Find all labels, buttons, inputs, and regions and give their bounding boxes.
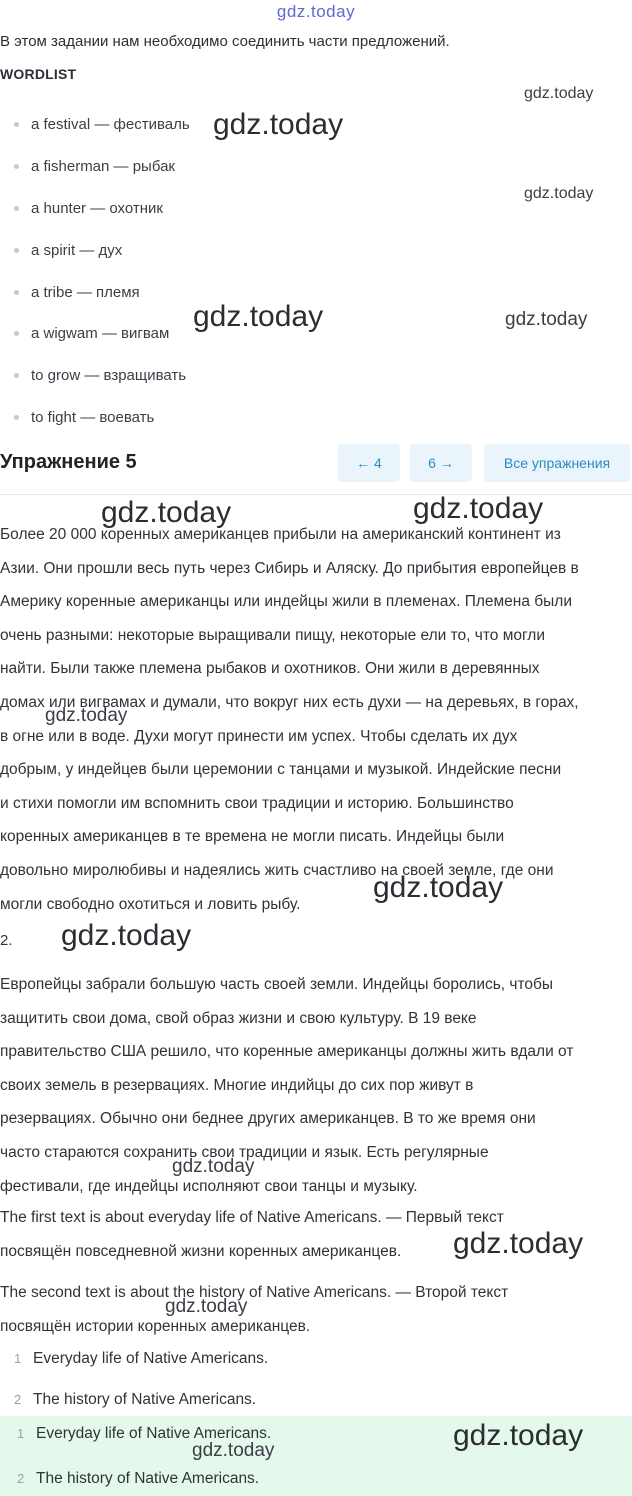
watermark: gdz.today bbox=[172, 1156, 255, 1177]
bullet-icon bbox=[14, 122, 19, 127]
text-line: очень разными: некоторые выращивали пищу, некоторые ели то, что могли bbox=[0, 626, 546, 644]
all-exercises-button[interactable]: Все упражнения bbox=[484, 444, 630, 482]
text-line: The first text is about everyday life of Native Americans. — Первый текст bbox=[0, 1209, 504, 1226]
bullet-icon bbox=[14, 164, 19, 169]
top-watermark-logo: gdz.today bbox=[276, 2, 356, 21]
wordlist-item: to fight — воевать bbox=[14, 409, 154, 426]
exercise-title: Упражнение 5 bbox=[0, 451, 137, 473]
wordlist-item: to grow — взращивать bbox=[14, 367, 186, 384]
text-line: часто стараются сохранить свои традиции и язык. Есть регулярные bbox=[0, 1143, 489, 1161]
prev-exercise-button[interactable]: ← 4 bbox=[338, 444, 400, 482]
watermark: gdz.today bbox=[524, 185, 594, 202]
text-line: защитить свои дома, свой образ жизни и свою культуру. В 19 веке bbox=[0, 1009, 477, 1027]
text-line: резервациях. Обычно они беднее других американцев. В то же время они bbox=[0, 1110, 536, 1128]
wordlist-item: a festival — фестиваль bbox=[14, 116, 190, 133]
bullet-icon bbox=[14, 415, 19, 420]
watermark: gdz.today bbox=[453, 1419, 584, 1452]
text-line: Более 20 000 коренных американцев прибыли на американский континент из bbox=[0, 526, 561, 543]
watermark: gdz.today bbox=[373, 871, 504, 904]
list-item: 1 Everyday life of Native Americans. bbox=[14, 1350, 269, 1367]
watermark: gdz.today bbox=[192, 1440, 275, 1461]
text-line: правительство США решило, что коренные американцы должны жить вдали от bbox=[0, 1043, 574, 1061]
watermark: gdz.today bbox=[213, 108, 344, 141]
wordlist-item: a spirit — дух bbox=[14, 242, 122, 259]
text-line: добрым, у индейцев были церемонии с танцами и музыкой. Индейские песни bbox=[0, 761, 562, 779]
intro-text: В этом задании нам необходимо соединить части предложений. bbox=[0, 33, 450, 50]
bullet-icon bbox=[14, 331, 19, 336]
text-line: коренных американцев в те времена не могли писать. Индейцы были bbox=[0, 828, 505, 846]
wordlist-item: a tribe — племя bbox=[14, 284, 140, 301]
text-line: довольно миролюбивы и надеялись жить счастливо на своей земле, где они bbox=[0, 861, 554, 879]
bullet-icon bbox=[14, 206, 19, 211]
watermark: gdz.today bbox=[453, 1227, 584, 1260]
text-line: своих земель в резервациях. Многие индийцы до сих пор живут в bbox=[0, 1076, 474, 1094]
text-line: The second text is about the history of Native Americans. — Второй текст bbox=[0, 1284, 509, 1301]
watermark: gdz.today bbox=[61, 919, 192, 952]
text-line: Азии. Они прошли весь путь через Сибирь и Аляску. До прибытия европейцев в bbox=[0, 559, 579, 577]
text-line: найти. Были также племена рыбаков и охотников. Они жили в деревянных bbox=[0, 660, 540, 678]
text-line: Америку коренные американцы или индейцы жили в племенах. Племена были bbox=[0, 593, 572, 611]
text-line: домах или вигвамах и думали, что вокруг них есть духи — на деревьях, в горах, bbox=[0, 693, 579, 711]
text-2 bbox=[0, 968, 632, 1203]
watermark: gdz.today bbox=[101, 496, 232, 529]
bullet-icon bbox=[14, 373, 19, 378]
explanation-2 bbox=[0, 1276, 632, 1343]
text-line: посвящён повседневной жизни коренных американцев. bbox=[0, 1242, 402, 1260]
wordlist-item: a fisherman — рыбак bbox=[14, 158, 175, 175]
text-line: фестивали, где индейцы исполняют свои танцы и музыку. bbox=[0, 1177, 418, 1195]
answer-item: 2 The history of Native Americans. bbox=[17, 1470, 260, 1487]
wordlist-item: a wigwam — вигвам bbox=[14, 325, 169, 342]
text-line: в огне или в воде. Духи могут принести им успех. Чтобы сделать их дух bbox=[0, 727, 518, 745]
watermark: gdz.today bbox=[45, 705, 128, 726]
text-line: посвящён истории коренных американцев. bbox=[0, 1317, 311, 1335]
list-item: 2 The history of Native Americans. bbox=[14, 1391, 257, 1408]
watermark: gdz.today bbox=[524, 85, 594, 102]
watermark: gdz.today bbox=[193, 300, 324, 333]
text-line: могли свободно охотиться и ловить рыбу. bbox=[0, 895, 301, 913]
section-number: 2. bbox=[0, 932, 13, 949]
next-exercise-button[interactable]: 6 → bbox=[410, 444, 472, 482]
watermark: gdz.today bbox=[413, 492, 544, 525]
watermark: gdz.today bbox=[165, 1296, 248, 1317]
bullet-icon bbox=[14, 290, 19, 295]
watermark: gdz.today bbox=[505, 309, 588, 330]
wordlist-heading: WORDLIST bbox=[0, 66, 77, 82]
wordlist-item: a hunter — охотник bbox=[14, 200, 163, 217]
text-line: Европейцы забрали большую часть своей земли. Индейцы боролись, чтобы bbox=[0, 976, 554, 993]
text-line: и стихи помогли им вспомнить свои традиции и историю. Большинство bbox=[0, 794, 514, 812]
answer-item: 1 Everyday life of Native Americans. bbox=[17, 1425, 272, 1442]
bullet-icon bbox=[14, 248, 19, 253]
